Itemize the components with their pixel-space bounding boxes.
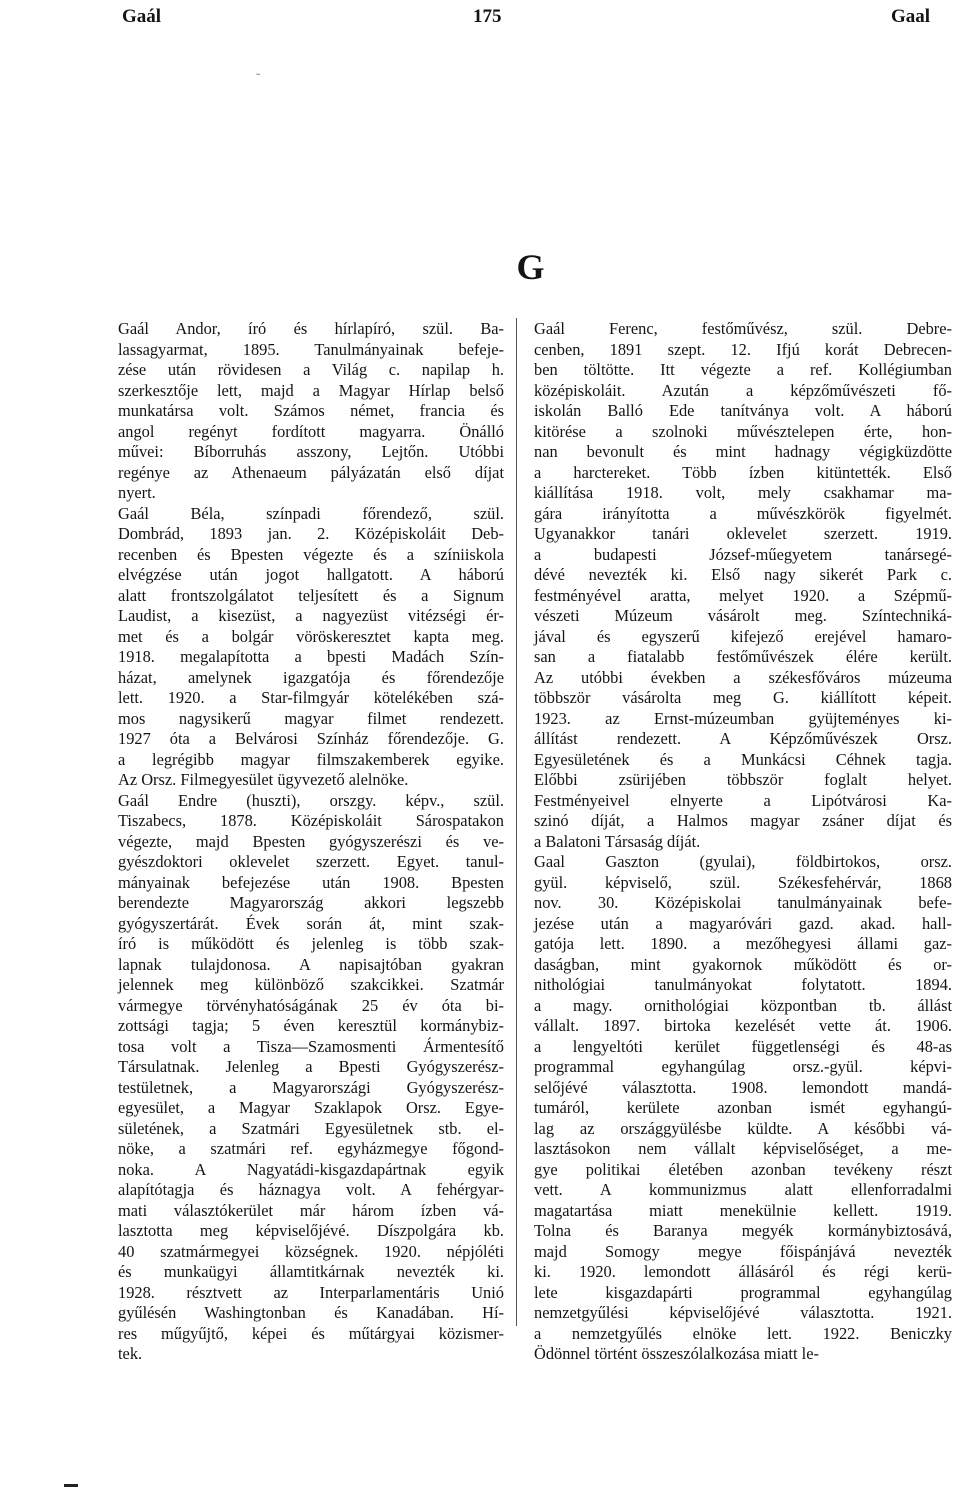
- text-line: alatt frontszolgálatot teljesített és a Signum: [118, 585, 504, 605]
- text-line: Laudist, a kisezüst, a nagyezüst vitézségi ér-: [118, 606, 504, 625]
- text-line: vészeti Múzeum vásárolt meg. Színtechniká-: [534, 606, 952, 625]
- text-line: zottsági tagja; 5 éven keresztül kormánybiz-: [118, 1016, 504, 1035]
- text-line: gyül. képviselő, szül. Székesfehérvár, 1868: [534, 872, 952, 892]
- text-line: Az utóbbi években a székesfőváros múzeuma: [534, 667, 952, 687]
- text-line: lasztotta meg képviselőjévé. Díszpolgára kb.: [118, 1221, 504, 1240]
- text-line: tumáról, kerülete azonban ismét egyhangú-: [534, 1098, 952, 1117]
- text-line: jelennek meg különböző szakcikkei. Szatmár: [118, 975, 504, 994]
- text-line: festményével aratta, melyet 1920. a Szépmű-: [534, 585, 952, 605]
- text-line: jával és egyszerű kifejező erejével hamaro-: [534, 626, 952, 646]
- text-line: 1927 óta a Belvárosi Színház főrendezője. G.: [118, 729, 504, 748]
- text-line: 40 szatmármegyei községnek. 1920. népjóléti: [118, 1241, 504, 1261]
- text-line: gatója lett. 1890. a mezőhegyesi állami gaz-: [534, 934, 952, 953]
- text-line: vett. A kommunizmus alatt ellenforradalmi: [534, 1180, 952, 1199]
- text-line: lett. 1920. a Star-filmgyár kötelékében szá-: [118, 688, 504, 707]
- text-line: munkatársa volt. Számos német, francia és: [118, 401, 504, 420]
- text-line: gyűlésén Washingtonban és Kanadában. Hí-: [118, 1303, 504, 1322]
- text-line: lete kisgazdapárti programmal egyhangúlag: [534, 1282, 952, 1302]
- text-line: zése után rövidesen a Világ c. napilap h.: [118, 360, 504, 379]
- header-left-guide-word: Gaál: [122, 6, 162, 27]
- text-line: noka. A Nagyatádi-kisgazdapártnak egyik: [118, 1159, 504, 1179]
- text-line: egyesület, a Magyar Szaklapok Orsz. Egye-: [118, 1098, 504, 1117]
- text-line: Ödönnel történt összeszólalkozása miatt le-: [534, 1344, 819, 1363]
- text-line: nov. 30. Középiskolai tanulmányainak befe-: [534, 893, 952, 912]
- text-line: gye politikai életében azonban tevékeny részt: [534, 1159, 952, 1179]
- column-divider: [516, 318, 517, 1326]
- text-line: mos nagysikerű magyar filmet rendezett.: [118, 708, 504, 728]
- text-line: Gaál Ferenc, festőművész, szül. Debre-: [534, 319, 952, 338]
- text-line: végezte, majd Bpesten gyógyszerészi és ve-: [118, 831, 504, 851]
- text-line: kiállítása 1918. volt, mely csakhamar ma-: [534, 483, 952, 502]
- text-line: elvégzése után jogot hallgatott. A háború: [118, 565, 504, 584]
- text-line: Társulatnak. Jelenleg a Bpesti Gyógyszerész-: [118, 1057, 504, 1076]
- text-line: alapítótagja és háznagya volt. A fehérgyar-: [118, 1180, 504, 1199]
- text-line: 1928. résztvett az Interparlamentáris Unió: [118, 1282, 504, 1302]
- text-line: művei: Bíborruhás asszony, Lejtőn. Utóbbi: [118, 442, 504, 461]
- text-line: nyert.: [118, 483, 156, 502]
- text-line: lasztásokon nem vállalt képviselőséget, a me-: [534, 1139, 952, 1158]
- text-line: dévé nevezték ki. Első nagy sikerét Park c.: [534, 565, 952, 584]
- header-right-guide-word: Gaal: [890, 6, 930, 27]
- text-line: ben töltötte. Itt végezte a ref. Kollégiumban: [534, 360, 952, 379]
- text-line: majd Somogy megye főispánjává nevezték: [534, 1241, 952, 1261]
- text-line: jezése után a magyaróvári gazd. akad. hall-: [534, 913, 952, 933]
- left-column: [118, 319, 504, 1365]
- text-line: Az Orsz. Filmegyesület ügyvezető alelnöke.: [118, 770, 409, 789]
- text-line: gyógyszertárát. Évek során át, mint szak-: [118, 913, 504, 933]
- text-line: Tiszabecs, 1878. Középiskoláit Sárospatakon: [118, 811, 504, 830]
- text-line: a lengyeltóti kerület függetlenségi és 48-as: [534, 1036, 952, 1056]
- text-line: nemzetgyűlési képviselőjévé választotta. 1921.: [534, 1303, 952, 1322]
- text-line: Dombrád, 1893 jan. 2. Középiskoláit Deb-: [118, 524, 504, 543]
- text-line: nan bevonult és mint hadnagy végigküzdötte: [534, 442, 952, 461]
- text-line: mányainak befejezése után 1908. Bpesten: [118, 872, 504, 892]
- text-line: lapnak tulajdonosa. A napisajtóban gyakran: [118, 954, 504, 974]
- text-line: regénye az Athenaeum pályázatán első díjat: [118, 462, 504, 482]
- scan-smudge-mark: ˜: [256, 70, 261, 85]
- text-line: programmal egyhangúlag orsz.-gyül. képvi-: [534, 1057, 952, 1076]
- text-line: Tolna és Baranya megyék kormánybiztosává,: [534, 1221, 952, 1240]
- section-letter: G: [516, 247, 544, 287]
- text-line: író is működött és jelenleg is több szak-: [118, 934, 504, 953]
- text-line: selőjévé választotta. 1908. lemondott mandá-: [534, 1077, 952, 1097]
- text-line: nöke, a szatmári ref. egyházmegye főgond-: [118, 1139, 504, 1158]
- text-line: Gaál Andor, író és hírlapíró, szül. Ba-: [118, 319, 504, 338]
- text-line: testületnek, a Magyarországi Gyógyszerész-: [118, 1077, 504, 1097]
- text-line: Gaál Béla, színpadi főrendező, szül.: [118, 503, 504, 523]
- text-line: a legrégibb magyar filmszakemberek egyike.: [118, 749, 504, 769]
- text-line: ki. 1920. lemondott állásáról és régi kerü-: [534, 1262, 952, 1281]
- text-line: többször vásárolta meg G. kiállított képeit.: [534, 688, 952, 707]
- text-line: a budapesti József-műegyetem tanársegé-: [534, 544, 952, 564]
- text-line: res műgyűjtő, képei és műtárgyai közismer-: [118, 1323, 504, 1343]
- text-line: a Balatoni Társaság díját.: [534, 831, 701, 851]
- page-header: [0, 6, 960, 38]
- text-line: sületének, a Szatmári Egyesületnek stb. el-: [118, 1118, 504, 1138]
- text-line: Gaal Gaszton (gyulai), földbirtokos, orsz.: [534, 852, 952, 871]
- scan-mark: [64, 1484, 78, 1487]
- text-line: tek.: [118, 1344, 143, 1363]
- text-line: iskolán Balló Ede tanítványa volt. A háború: [534, 401, 952, 420]
- text-line: mati választókerület már három ízben vá-: [118, 1200, 504, 1220]
- text-line: kitörése a szolnoki művésztelepen érte, hon-: [534, 421, 952, 441]
- text-line: vármegye törvényhatóságának 25 év óta bi-: [118, 995, 504, 1015]
- text-line: nithológiai tanulmányokat folytatott. 1894.: [534, 975, 952, 994]
- text-line: tosa volt a Tisza—Szamosmenti Ármentesítő: [118, 1036, 504, 1056]
- text-line: Gaál Endre (huszti), orszgy. képv., szül.: [118, 790, 504, 810]
- text-line: berendezte Magyarország akkori legszebb: [118, 893, 504, 912]
- text-line: szinó díját, a Halmos magyar zsáner díjat és: [534, 811, 952, 830]
- text-line: és munkaügyi államtitkárnak nevezték ki.: [118, 1262, 504, 1281]
- text-line: Előbbi zsürijében többször foglalt helyet.: [534, 770, 952, 789]
- text-line: állítást rendezett. A Képzőművészek Orsz.: [534, 729, 952, 748]
- text-line: Festményeivel elnyerte a Lipótvárosi Ka-: [534, 790, 952, 810]
- text-line: a magy. ornithológiai központban tb. állást: [534, 995, 952, 1015]
- text-line: középiskoláit. Azután a képzőművészeti fő-: [534, 380, 952, 400]
- text-line: Ugyanakkor tanári oklevelet szerzett. 1919.: [534, 524, 952, 543]
- text-line: angol regényt fordított magyarra. Önálló: [118, 421, 504, 441]
- text-line: szerkesztője lett, majd a Magyar Hírlap belső: [118, 380, 504, 400]
- text-line: a nemzetgyűlés elnöke lett. 1922. Beniczky: [534, 1323, 952, 1343]
- text-line: 1923. az Ernst-múzeumban gyüjteményes ki-: [534, 708, 952, 728]
- text-line: magatartása miatt menekülnie kellett. 1919.: [534, 1200, 952, 1220]
- text-line: cenben, 1891 szept. 12. Ifjú korát Debrecen-: [534, 339, 952, 359]
- text-line: recenben és Bpesten végezte és a színiiskola: [118, 544, 504, 564]
- text-line: daságban, mint gyakornok működött és or-: [534, 954, 952, 974]
- right-column: [534, 319, 952, 1365]
- text-line: lag az országgyülésbe küldte. A későbbi vá-: [534, 1118, 952, 1138]
- text-line: házat, amelynek igazgatója és főrendezője: [118, 667, 504, 687]
- text-line: Egyesületének és a Munkácsi Céhnek tagja.: [534, 749, 952, 769]
- text-line: vállalt. 1897. birtoka kezelését vette át. 1906.: [534, 1016, 952, 1035]
- text-line: met és a bolgár vöröskeresztet kapta meg.: [118, 626, 504, 646]
- text-line: lassagyarmat, 1895. Tanulmányainak befeje-: [118, 339, 504, 359]
- text-line: gára irányította a művészkörök figyelmét.: [534, 503, 952, 523]
- text-line: gyészdoktori oklevelet szerzett. Egyet. tanul-: [118, 852, 504, 871]
- page-number: 175: [473, 6, 502, 27]
- text-line: a harctereket. Több ízben kitüntették. Első: [534, 462, 952, 482]
- text-line: 1918. megalapította a bpesti Madách Szín-: [118, 647, 504, 666]
- text-line: san a fiatalabb festőművészek élére került.: [534, 647, 952, 666]
